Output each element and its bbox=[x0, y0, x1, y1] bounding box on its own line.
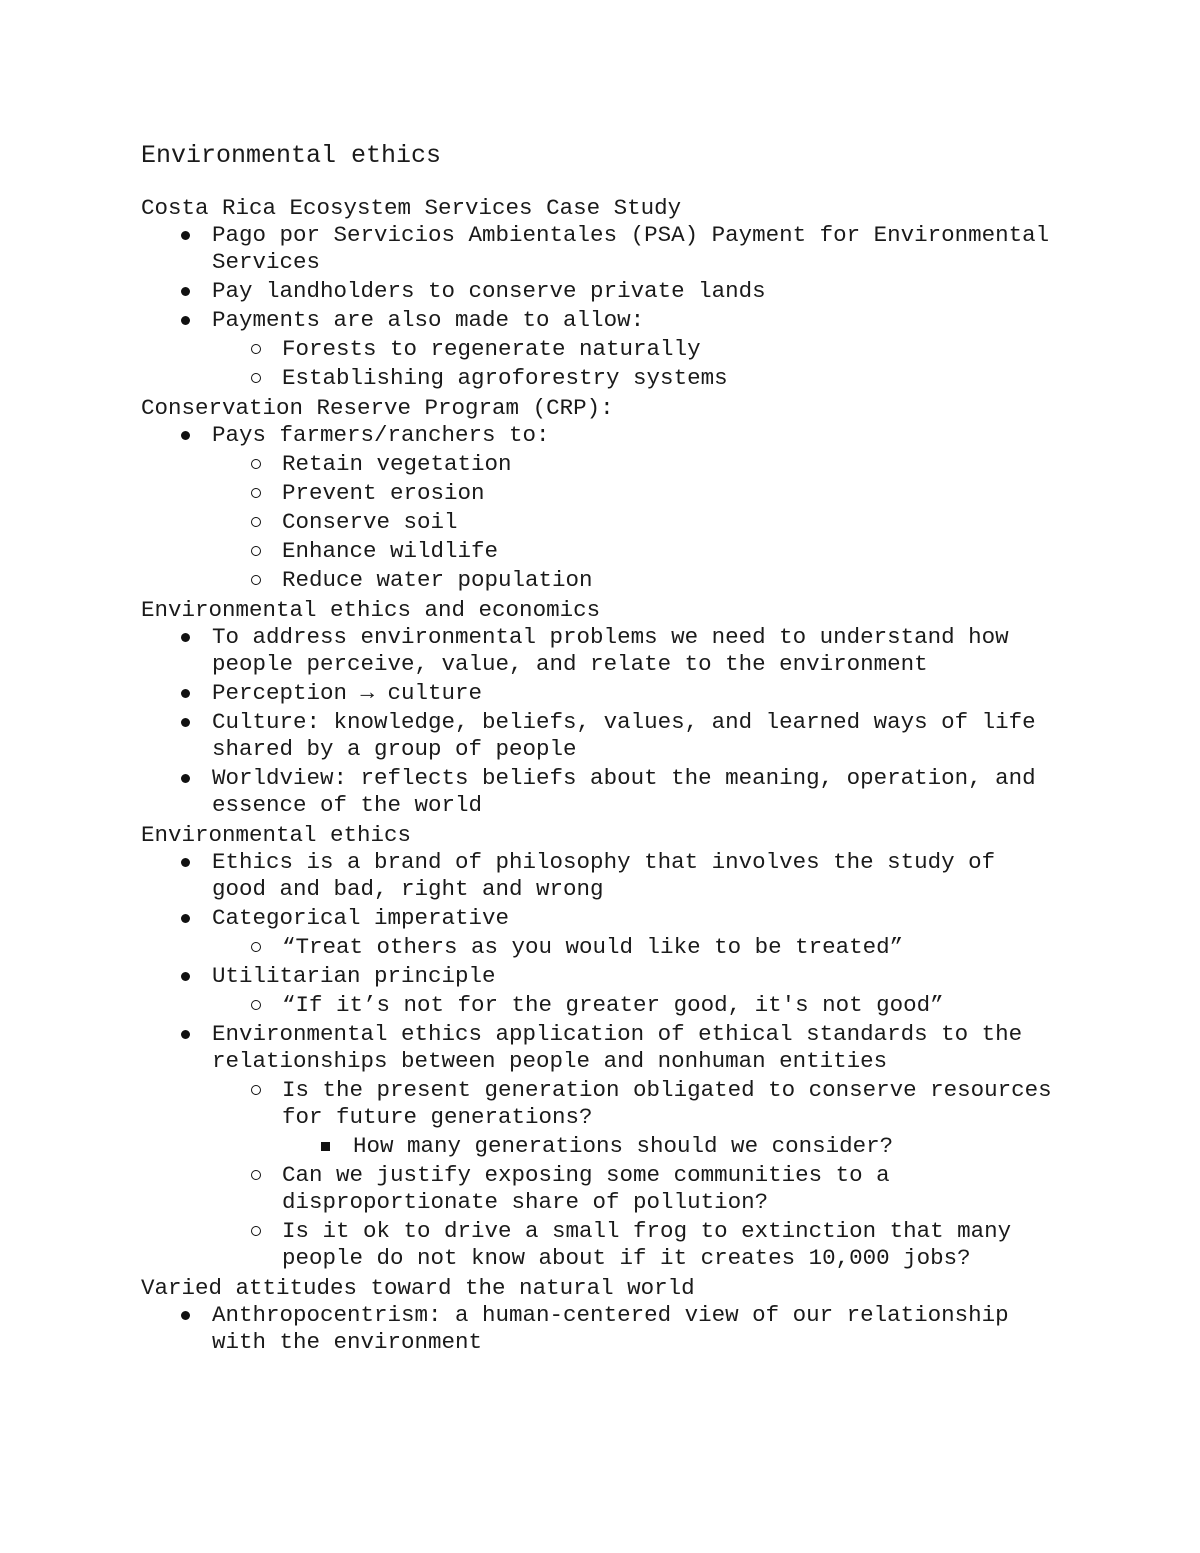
bullet-dot-icon bbox=[181, 633, 190, 642]
sub-bullet-list bbox=[141, 451, 1061, 594]
bullet-circle-icon bbox=[251, 942, 261, 952]
bullet-circle-icon bbox=[251, 575, 261, 585]
bullet-circle-icon bbox=[251, 1000, 261, 1010]
list-item: Worldview: reflects beliefs about the meaning, operation, and essence of the world bbox=[141, 765, 1061, 819]
list-item: To address environmental problems we need to understand how people perceive, value, and relate to the environment bbox=[141, 624, 1061, 678]
bullet-dot-icon bbox=[181, 1311, 190, 1320]
bullet-square-icon bbox=[321, 1142, 330, 1151]
list-item: Conserve soil bbox=[141, 509, 1061, 536]
sub-bullet-list bbox=[141, 934, 1061, 961]
list-item: “If it’s not for the greater good, it's not good” bbox=[141, 992, 1061, 1019]
bullet-list bbox=[141, 624, 1061, 819]
bullet-circle-icon bbox=[251, 459, 261, 469]
list-item: Forests to regenerate naturally bbox=[141, 336, 1061, 363]
bullet-dot-icon bbox=[181, 914, 190, 923]
sub-bullet-list bbox=[141, 992, 1061, 1019]
bullet-circle-icon bbox=[251, 1085, 261, 1095]
section-environmental-ethics bbox=[141, 821, 1061, 1272]
list-item: Pago por Servicios Ambientales (PSA) Payment for Environmental Services bbox=[141, 222, 1061, 276]
sub-bullet-list bbox=[141, 336, 1061, 392]
document-title: Environmental ethics bbox=[141, 141, 442, 170]
list-item: Culture: knowledge, beliefs, values, and learned ways of life shared by a group of people bbox=[141, 709, 1061, 763]
list-item: How many generations should we consider? bbox=[141, 1133, 1061, 1160]
bullet-list bbox=[141, 849, 1061, 932]
list-item: Payments are also made to allow: bbox=[141, 307, 1061, 334]
bullet-dot-icon bbox=[181, 1030, 190, 1039]
document-page bbox=[141, 140, 1061, 1358]
bullet-circle-icon bbox=[251, 517, 261, 527]
list-item: Utilitarian principle bbox=[141, 963, 1061, 990]
section-ethics-economics bbox=[141, 596, 1061, 819]
section-heading: Environmental ethics and economics bbox=[141, 597, 601, 623]
bullet-circle-icon bbox=[251, 1226, 261, 1236]
section-heading: Conservation Reserve Program (CRP): bbox=[141, 395, 614, 421]
sub-bullet-list bbox=[141, 1077, 1061, 1131]
bullet-dot-icon bbox=[181, 316, 190, 325]
bullet-circle-icon bbox=[251, 344, 261, 354]
list-item: Environmental ethics application of ethical standards to the relationships between people and nonhuman entities bbox=[141, 1021, 1061, 1075]
bullet-circle-icon bbox=[251, 373, 261, 383]
bullet-list bbox=[141, 422, 1061, 449]
sub-sub-bullet-list bbox=[141, 1133, 1061, 1160]
bullet-list bbox=[141, 1021, 1061, 1075]
sub-bullet-list bbox=[141, 1162, 1061, 1272]
bullet-dot-icon bbox=[181, 689, 190, 698]
list-item: Is the present generation obligated to conserve resources for future generations? bbox=[141, 1077, 1061, 1131]
section-costa-rica bbox=[141, 194, 1061, 392]
bullet-dot-icon bbox=[181, 858, 190, 867]
list-item: Categorical imperative bbox=[141, 905, 1061, 932]
list-item: Can we justify exposing some communities to a disproportionate share of pollution? bbox=[141, 1162, 1061, 1216]
bullet-dot-icon bbox=[181, 718, 190, 727]
bullet-dot-icon bbox=[181, 231, 190, 240]
bullet-list bbox=[141, 963, 1061, 990]
section-heading: Environmental ethics bbox=[141, 822, 412, 848]
list-item: Establishing agroforestry systems bbox=[141, 365, 1061, 392]
list-item: Prevent erosion bbox=[141, 480, 1061, 507]
section-heading: Varied attitudes toward the natural world bbox=[141, 1275, 695, 1301]
bullet-list bbox=[141, 1302, 1061, 1356]
section-varied-attitudes bbox=[141, 1274, 1061, 1356]
bullet-circle-icon bbox=[251, 1170, 261, 1180]
bullet-circle-icon bbox=[251, 488, 261, 498]
list-item: Is it ok to drive a small frog to extinction that many people do not know about if it creates 10,000 jobs? bbox=[141, 1218, 1061, 1272]
section-heading: Costa Rica Ecosystem Services Case Study bbox=[141, 195, 682, 221]
list-item: Enhance wildlife bbox=[141, 538, 1061, 565]
list-item: Ethics is a brand of philosophy that involves the study of good and bad, right and wrong bbox=[141, 849, 1061, 903]
bullet-list bbox=[141, 222, 1061, 334]
list-item: Anthropocentrism: a human-centered view of our relationship with the environment bbox=[141, 1302, 1061, 1356]
list-item: Reduce water population bbox=[141, 567, 1061, 594]
list-item: “Treat others as you would like to be treated” bbox=[141, 934, 1061, 961]
bullet-dot-icon bbox=[181, 287, 190, 296]
bullet-circle-icon bbox=[251, 546, 261, 556]
bullet-dot-icon bbox=[181, 431, 190, 440]
bullet-dot-icon bbox=[181, 774, 190, 783]
list-item: Pays farmers/ranchers to: bbox=[141, 422, 1061, 449]
list-item: Retain vegetation bbox=[141, 451, 1061, 478]
bullet-dot-icon bbox=[181, 972, 190, 981]
list-item: Perception → culture bbox=[141, 680, 1061, 707]
list-item: Pay landholders to conserve private lands bbox=[141, 278, 1061, 305]
section-crp bbox=[141, 394, 1061, 594]
